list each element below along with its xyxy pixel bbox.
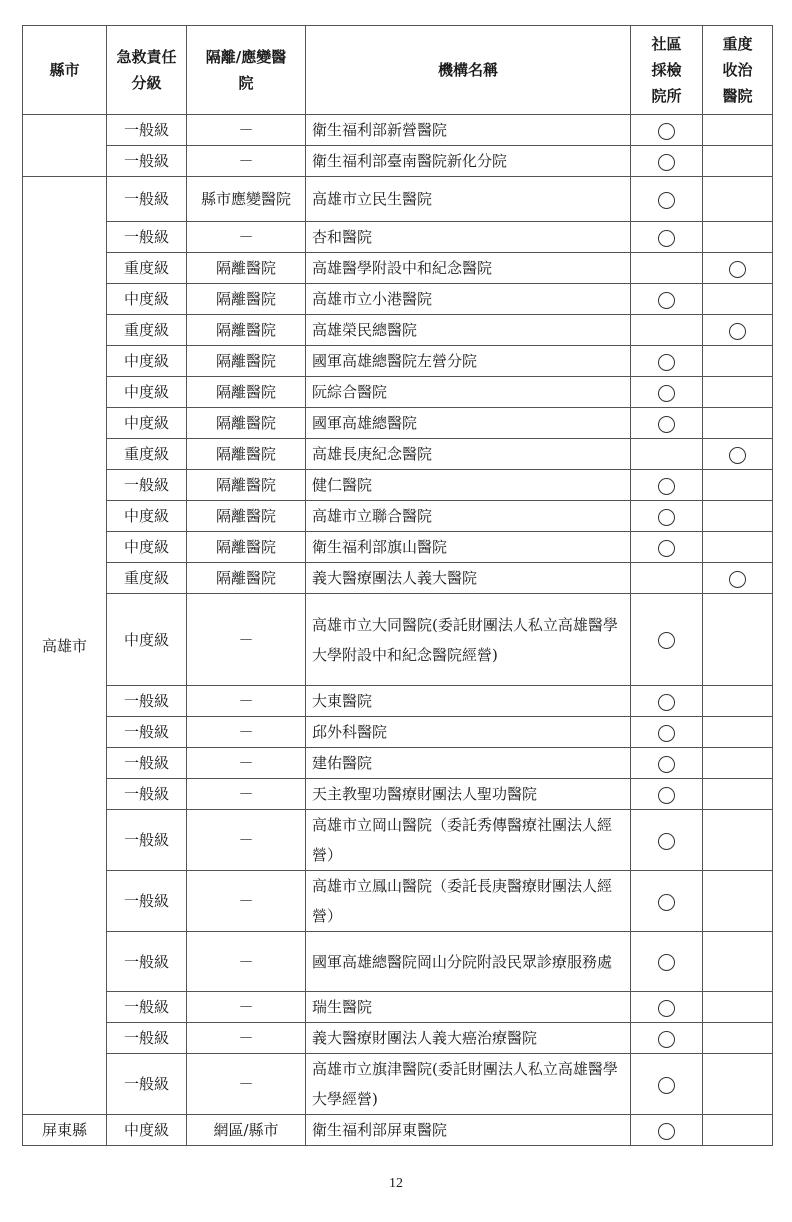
cell-severe (703, 1023, 773, 1054)
cell-name: 義大醫療團法人義大醫院 (306, 563, 631, 594)
circle-mark-icon (658, 154, 675, 171)
cell-name: 高雄市立大同醫院(委託財團法人私立高雄醫學大學附設中和紀念醫院經營) (306, 594, 631, 686)
cell-name: 杏和醫院 (306, 222, 631, 253)
cell-level: 中度級 (107, 501, 187, 532)
circle-mark-icon (729, 261, 746, 278)
cell-level: 重度級 (107, 253, 187, 284)
cell-level: 中度級 (107, 594, 187, 686)
cell-isolation: － (187, 1054, 306, 1115)
cell-severe (703, 408, 773, 439)
circle-mark-icon (658, 292, 675, 309)
cell-severe (703, 253, 773, 284)
cell-isolation: 隔離醫院 (187, 346, 306, 377)
table-row (23, 222, 773, 253)
circle-mark-icon (658, 632, 675, 649)
table-row (23, 563, 773, 594)
cell-severe (703, 346, 773, 377)
cell-severe (703, 1054, 773, 1115)
table-row (23, 594, 773, 686)
header-level-text: 急救責任分級 (116, 48, 177, 92)
table-row (23, 1115, 773, 1146)
table-row (23, 315, 773, 346)
table-row (23, 408, 773, 439)
cell-isolation: 隔離醫院 (187, 377, 306, 408)
cell-name: 阮綜合醫院 (306, 377, 631, 408)
cell-community (631, 115, 703, 146)
cell-isolation: 隔離醫院 (187, 470, 306, 501)
cell-level: 重度級 (107, 439, 187, 470)
cell-severe (703, 501, 773, 532)
table-row (23, 992, 773, 1023)
header-community-text: 社區採檢院所 (651, 35, 682, 105)
circle-mark-icon (658, 833, 675, 850)
cell-name: 建佑醫院 (306, 748, 631, 779)
cell-severe (703, 284, 773, 315)
cell-severe (703, 992, 773, 1023)
cell-level: 重度級 (107, 563, 187, 594)
cell-community (631, 748, 703, 779)
cell-severe (703, 810, 773, 871)
cell-level: 中度級 (107, 532, 187, 563)
table-row (23, 686, 773, 717)
table-body (23, 115, 773, 1146)
cell-isolation: － (187, 748, 306, 779)
cell-level: 中度級 (107, 284, 187, 315)
cell-community (631, 1054, 703, 1115)
cell-level: 一般級 (107, 686, 187, 717)
cell-name: 瑞生醫院 (306, 992, 631, 1023)
circle-mark-icon (658, 756, 675, 773)
cell-community (631, 470, 703, 501)
circle-mark-icon (658, 230, 675, 247)
cell-level: 中度級 (107, 408, 187, 439)
cell-level: 一般級 (107, 177, 187, 222)
table-row (23, 346, 773, 377)
cell-level: 一般級 (107, 748, 187, 779)
header-severe-text: 重度收治醫院 (722, 35, 753, 105)
cell-name: 衛生福利部屏東醫院 (306, 1115, 631, 1146)
cell-name: 高雄市立小港醫院 (306, 284, 631, 315)
cell-name: 高雄市立民生醫院 (306, 177, 631, 222)
cell-severe (703, 146, 773, 177)
cell-name: 衛生福利部旗山醫院 (306, 532, 631, 563)
cell-severe (703, 532, 773, 563)
cell-severe (703, 748, 773, 779)
cell-isolation: 隔離醫院 (187, 408, 306, 439)
cell-isolation: 網區/縣市 (187, 1115, 306, 1146)
table-row (23, 253, 773, 284)
hospital-table (22, 25, 773, 1146)
table-row (23, 284, 773, 315)
cell-isolation: － (187, 932, 306, 992)
circle-mark-icon (658, 954, 675, 971)
cell-name: 健仁醫院 (306, 470, 631, 501)
cell-isolation: － (187, 1023, 306, 1054)
cell-community (631, 408, 703, 439)
cell-isolation: 隔離醫院 (187, 563, 306, 594)
cell-community (631, 563, 703, 594)
cell-isolation: － (187, 115, 306, 146)
cell-severe (703, 932, 773, 992)
circle-mark-icon (658, 478, 675, 495)
cell-severe (703, 377, 773, 408)
cell-community (631, 501, 703, 532)
cell-severe (703, 871, 773, 932)
cell-community (631, 1023, 703, 1054)
cell-isolation: － (187, 992, 306, 1023)
header-county: 縣市 (23, 26, 107, 115)
table-row (23, 871, 773, 932)
circle-mark-icon (658, 416, 675, 433)
circle-mark-icon (658, 1000, 675, 1017)
page-number: 12 (389, 1176, 403, 1191)
cell-level: 一般級 (107, 871, 187, 932)
table-row (23, 532, 773, 563)
cell-community (631, 594, 703, 686)
cell-level: 一般級 (107, 146, 187, 177)
cell-isolation: － (187, 717, 306, 748)
cell-severe (703, 1115, 773, 1146)
cell-isolation: 隔離醫院 (187, 439, 306, 470)
cell-isolation: － (187, 686, 306, 717)
table-row (23, 748, 773, 779)
table-row (23, 1023, 773, 1054)
cell-community (631, 222, 703, 253)
cell-name: 義大醫療財團法人義大癌治療醫院 (306, 1023, 631, 1054)
cell-level: 一般級 (107, 717, 187, 748)
circle-mark-icon (729, 323, 746, 340)
cell-isolation: 隔離醫院 (187, 315, 306, 346)
cell-severe (703, 222, 773, 253)
cell-community (631, 871, 703, 932)
cell-level: 一般級 (107, 779, 187, 810)
circle-mark-icon (729, 571, 746, 588)
table-row (23, 470, 773, 501)
cell-isolation: 隔離醫院 (187, 284, 306, 315)
cell-name: 高雄市立聯合醫院 (306, 501, 631, 532)
cell-name: 高雄市立鳳山醫院（委託長庚醫療財團法人經營） (306, 871, 631, 932)
table-row (23, 377, 773, 408)
header-name: 機構名稱 (306, 26, 631, 115)
circle-mark-icon (658, 354, 675, 371)
cell-level: 一般級 (107, 992, 187, 1023)
cell-level: 一般級 (107, 810, 187, 871)
cell-severe (703, 686, 773, 717)
cell-isolation: 縣市應變醫院 (187, 177, 306, 222)
circle-mark-icon (658, 1077, 675, 1094)
cell-community (631, 686, 703, 717)
cell-isolation: － (187, 146, 306, 177)
cell-community (631, 253, 703, 284)
table-row (23, 932, 773, 992)
circle-mark-icon (658, 123, 675, 140)
cell-community (631, 146, 703, 177)
cell-severe (703, 594, 773, 686)
cell-community (631, 284, 703, 315)
cell-isolation: － (187, 779, 306, 810)
table-row (23, 1054, 773, 1115)
cell-level: 一般級 (107, 115, 187, 146)
circle-mark-icon (658, 385, 675, 402)
cell-county: 屏東縣 (23, 1115, 107, 1146)
header-level (107, 26, 187, 115)
circle-mark-icon (729, 447, 746, 464)
circle-mark-icon (658, 694, 675, 711)
table-row (23, 717, 773, 748)
cell-community (631, 1115, 703, 1146)
cell-level: 重度級 (107, 315, 187, 346)
cell-name: 天主教聖功醫療財團法人聖功醫院 (306, 779, 631, 810)
cell-level: 一般級 (107, 1023, 187, 1054)
cell-community (631, 932, 703, 992)
circle-mark-icon (658, 894, 675, 911)
cell-severe (703, 315, 773, 346)
header-isolation-text: 隔離/應變醫院 (205, 48, 287, 92)
cell-name: 高雄長庚紀念醫院 (306, 439, 631, 470)
table-row (23, 810, 773, 871)
cell-isolation: － (187, 222, 306, 253)
circle-mark-icon (658, 787, 675, 804)
cell-severe (703, 177, 773, 222)
cell-community (631, 532, 703, 563)
cell-name: 國軍高雄總醫院左營分院 (306, 346, 631, 377)
cell-name: 高雄市立岡山醫院（委託秀傳醫療社團法人經營） (306, 810, 631, 871)
table-row (23, 439, 773, 470)
cell-isolation: 隔離醫院 (187, 532, 306, 563)
cell-level: 中度級 (107, 377, 187, 408)
cell-community (631, 992, 703, 1023)
cell-level: 中度級 (107, 346, 187, 377)
cell-community (631, 315, 703, 346)
cell-community (631, 810, 703, 871)
cell-severe (703, 563, 773, 594)
circle-mark-icon (658, 509, 675, 526)
cell-name: 高雄市立旗津醫院(委託財團法人私立高雄醫學大學經營) (306, 1054, 631, 1115)
cell-community (631, 779, 703, 810)
header-isolation (187, 26, 306, 115)
cell-level: 中度級 (107, 1115, 187, 1146)
table-row (23, 177, 773, 222)
cell-level: 一般級 (107, 470, 187, 501)
cell-community (631, 177, 703, 222)
cell-level: 一般級 (107, 1054, 187, 1115)
cell-name: 高雄榮民總醫院 (306, 315, 631, 346)
cell-isolation: － (187, 810, 306, 871)
cell-community (631, 377, 703, 408)
cell-isolation: 隔離醫院 (187, 501, 306, 532)
cell-severe (703, 717, 773, 748)
header-row (23, 26, 773, 115)
cell-severe (703, 779, 773, 810)
cell-level: 一般級 (107, 222, 187, 253)
header-community (631, 26, 703, 115)
cell-isolation: － (187, 594, 306, 686)
cell-county: 高雄市 (23, 177, 107, 1115)
cell-community (631, 439, 703, 470)
table-row (23, 146, 773, 177)
circle-mark-icon (658, 725, 675, 742)
cell-name: 高雄醫學附設中和紀念醫院 (306, 253, 631, 284)
cell-isolation: 隔離醫院 (187, 253, 306, 284)
cell-community (631, 346, 703, 377)
cell-name: 衛生福利部新營醫院 (306, 115, 631, 146)
cell-community (631, 717, 703, 748)
cell-name: 國軍高雄總醫院岡山分院附設民眾診療服務處 (306, 932, 631, 992)
cell-severe (703, 115, 773, 146)
circle-mark-icon (658, 192, 675, 209)
circle-mark-icon (658, 1031, 675, 1048)
cell-name: 大東醫院 (306, 686, 631, 717)
table-row (23, 115, 773, 146)
cell-name: 衛生福利部臺南醫院新化分院 (306, 146, 631, 177)
cell-severe (703, 439, 773, 470)
circle-mark-icon (658, 540, 675, 557)
cell-county (23, 115, 107, 177)
circle-mark-icon (658, 1123, 675, 1140)
cell-name: 邱外科醫院 (306, 717, 631, 748)
cell-level: 一般級 (107, 932, 187, 992)
cell-isolation: － (187, 871, 306, 932)
header-severe (703, 26, 773, 115)
cell-severe (703, 470, 773, 501)
cell-name: 國軍高雄總醫院 (306, 408, 631, 439)
table-row (23, 779, 773, 810)
table-row (23, 501, 773, 532)
